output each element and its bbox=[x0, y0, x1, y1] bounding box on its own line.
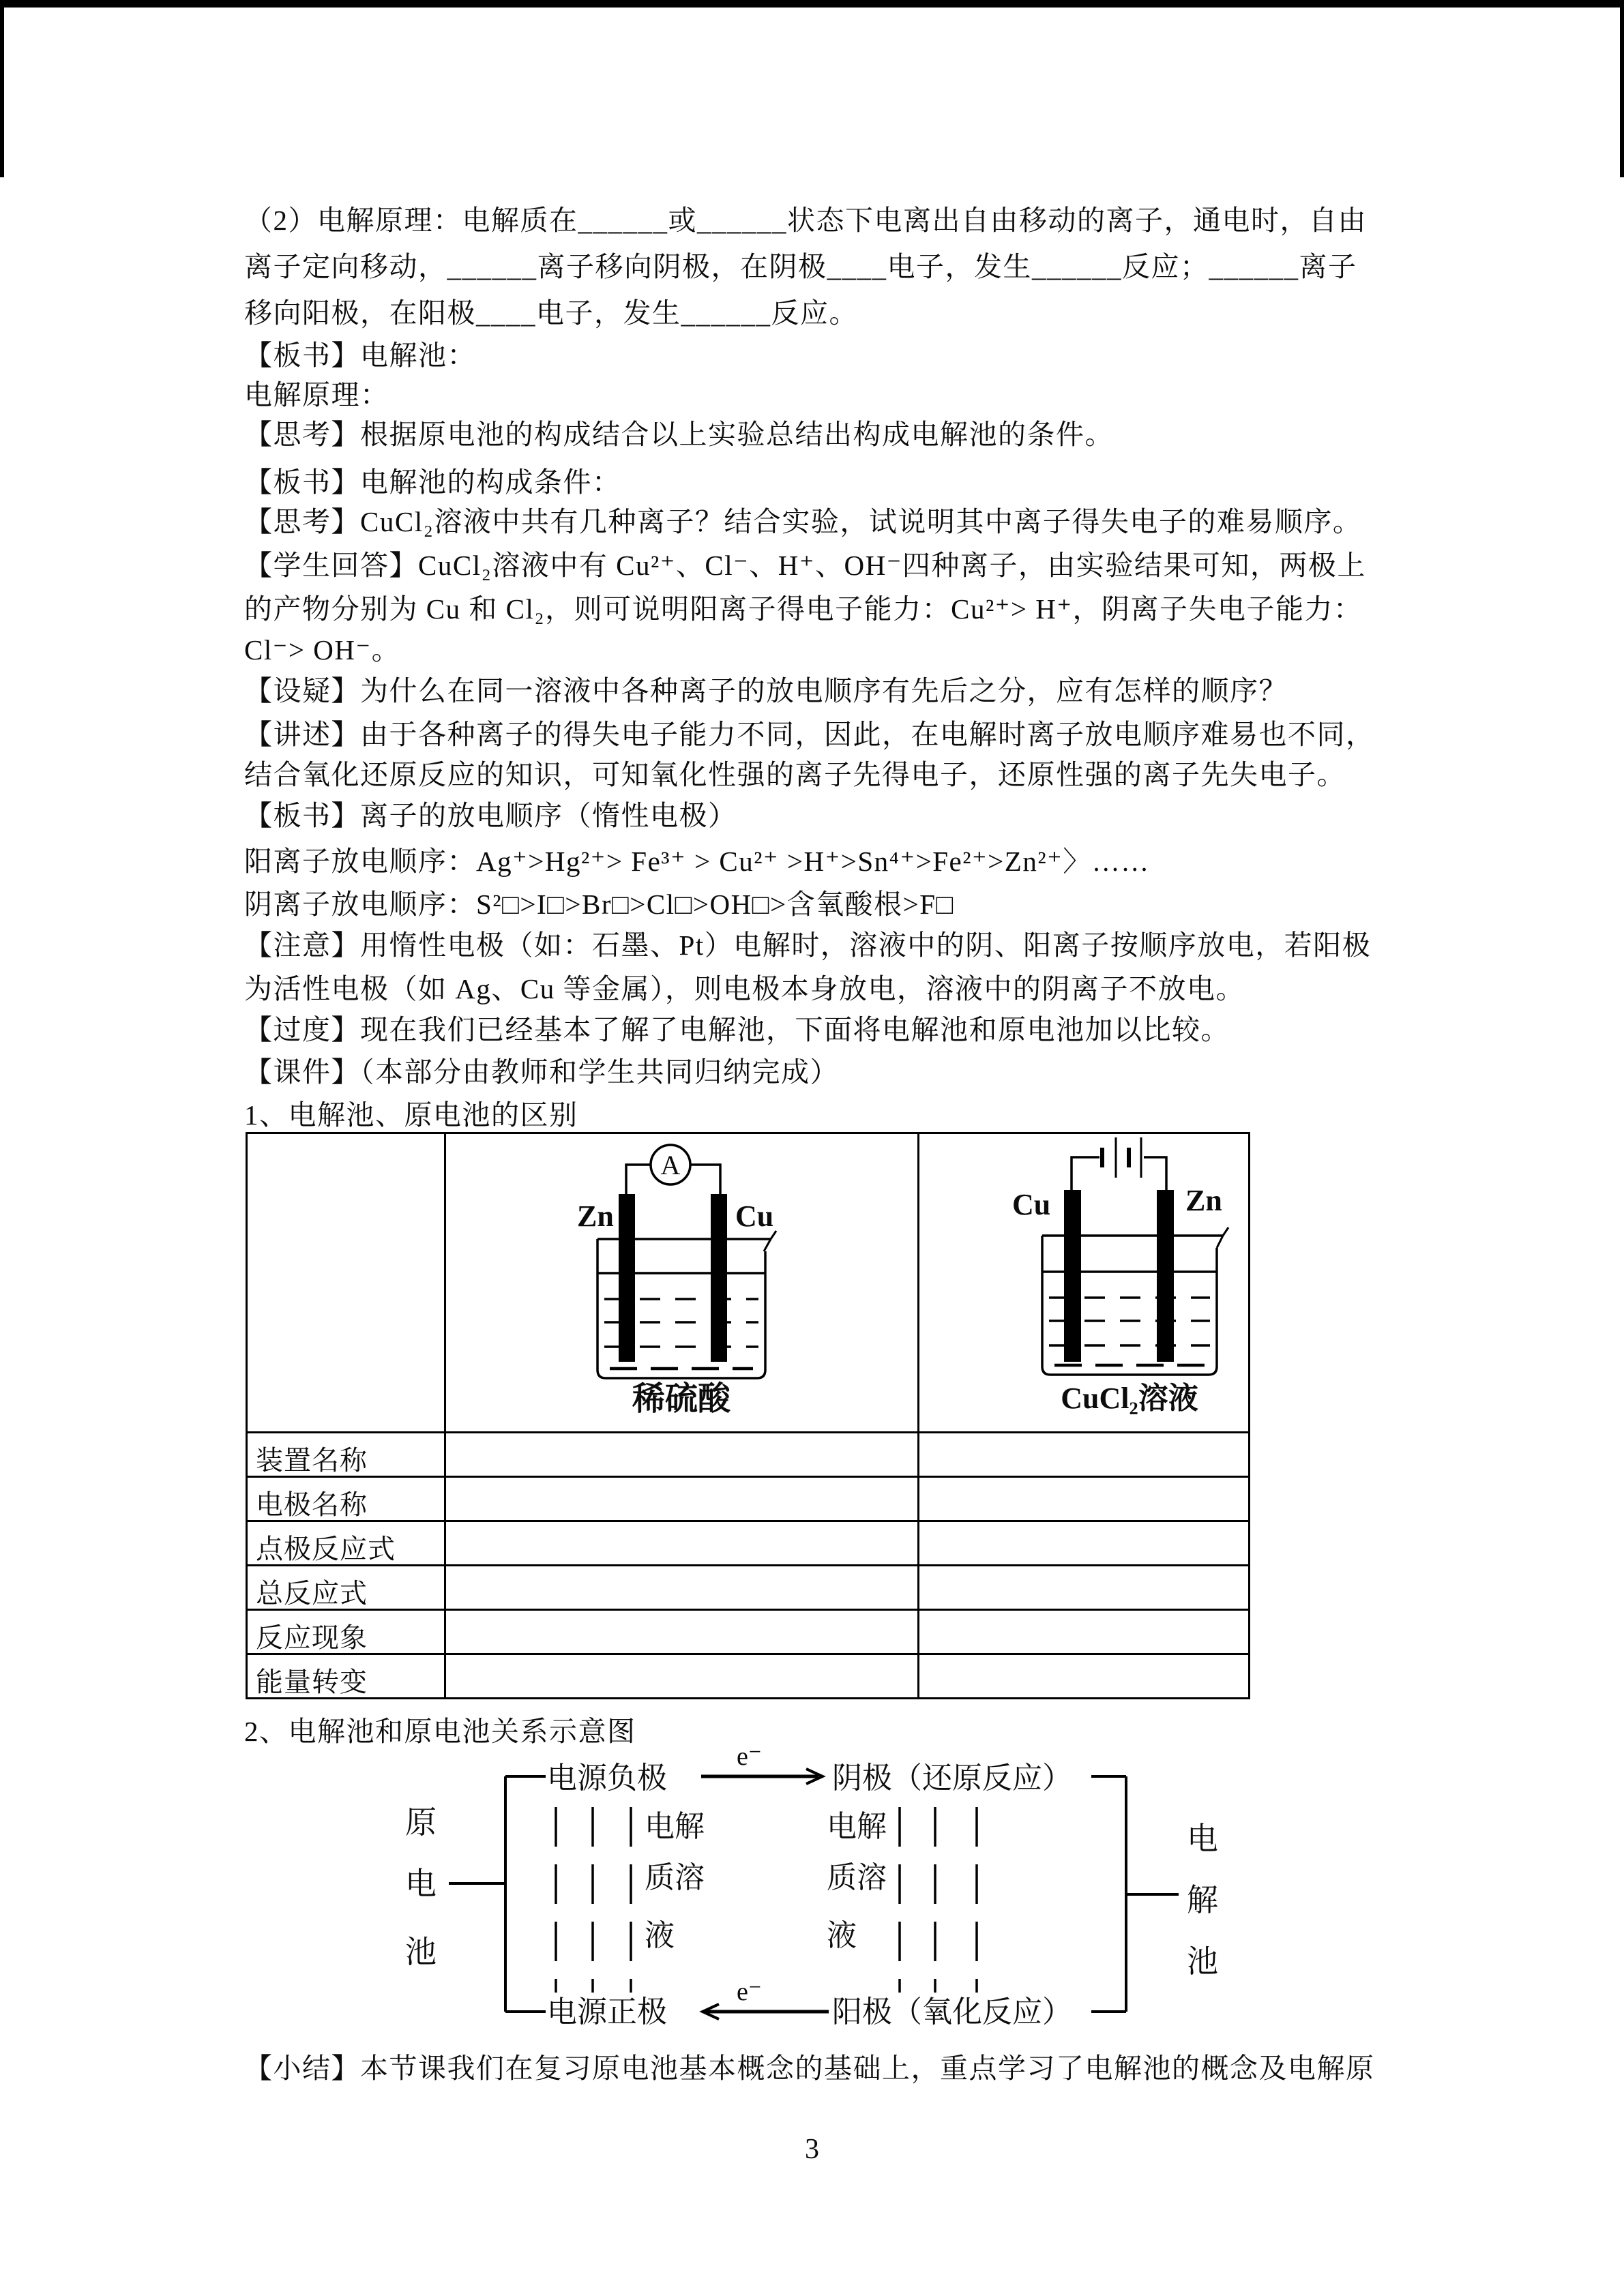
paragraph-line: 【思考】CuCl₂溶液中共有几种离子？结合实验，试说明其中离子得失电子的难易顺序。 bbox=[244, 506, 1362, 537]
galvanic-cell-diagram bbox=[446, 1134, 919, 1433]
electrode-bar-right bbox=[711, 1194, 727, 1362]
right-cell-char: 电 bbox=[1187, 1821, 1218, 1856]
electrode-bar-right bbox=[1157, 1190, 1174, 1362]
table-row-label: 总反应式 bbox=[248, 1566, 446, 1611]
table-cell-empty bbox=[919, 1478, 1248, 1522]
paragraph-line: 【板书】电解池： bbox=[244, 340, 476, 371]
diagram-caption: CuCl₂溶液 bbox=[1061, 1382, 1198, 1415]
right-cell-char: 池 bbox=[1187, 1944, 1218, 1979]
paragraph-line: 【思考】根据原电池的构成结合以上实验总结出构成电解池的条件。 bbox=[244, 419, 1114, 450]
table-cell-empty bbox=[446, 1478, 919, 1522]
paragraph-line: 【学生回答】CuCl₂溶液中有 Cu²⁺、Cl⁻、H⁺、OH⁻四种离子，由实验结果可知，两极上 bbox=[244, 550, 1366, 581]
section2-heading: 2、电解池和原电池关系示意图 bbox=[244, 1716, 636, 1747]
left-cell-char: 原 bbox=[405, 1805, 437, 1840]
table-cell-empty bbox=[919, 1566, 1248, 1611]
table-row-label: 能量转变 bbox=[248, 1655, 446, 1697]
table-cell-empty bbox=[919, 1522, 1248, 1566]
wire-left bbox=[626, 1165, 651, 1195]
paragraph-line: 电解原理： bbox=[244, 379, 389, 411]
section1-heading: 1、电解池、原电池的区别 bbox=[244, 1099, 578, 1131]
left-cell-char: 池 bbox=[405, 1935, 437, 1969]
diagram-caption: 稀硫酸 bbox=[632, 1381, 731, 1417]
paragraph-line: 【课件】（本部分由教师和学生共同归纳完成） bbox=[244, 1056, 839, 1088]
beaker-spout-tick bbox=[1223, 1227, 1228, 1236]
anode-label: 阳极（氧化反应） bbox=[832, 1995, 1072, 2029]
electrode-bar-left bbox=[1064, 1190, 1081, 1362]
paragraph-line: 移向阳极，在阳极____电子，发生______反应。 bbox=[244, 297, 858, 329]
wire-left bbox=[1072, 1157, 1099, 1191]
scan-edge-top bbox=[0, 0, 1624, 8]
electrolytic-cell-svg bbox=[919, 1134, 1246, 1430]
electrode-label-zn: Zn bbox=[577, 1199, 614, 1233]
electron-label-top: e⁻ bbox=[737, 1742, 762, 1771]
paragraph-line: 为活性电极（如 Ag、Cu 等金属），则电极本身放电，溶液中的阴离子不放电。 bbox=[244, 973, 1245, 1004]
cathode-label: 阴极（还原反应） bbox=[832, 1761, 1072, 1795]
paragraph-line: 阴离子放电顺序：S²□>I□>Br□>Cl□>OH□>含氧酸根>F□ bbox=[244, 889, 954, 920]
comparison-table bbox=[246, 1132, 1250, 1699]
electrolyte-right-text: 质溶 bbox=[827, 1861, 887, 1894]
paragraph-line: 【过度】现在我们已经基本了解了电解池，下面将电解池和原电池加以比较。 bbox=[244, 1014, 1230, 1045]
table-cell-empty bbox=[446, 1433, 919, 1478]
table-cell-empty bbox=[446, 1655, 919, 1697]
table-row-label: 点极反应式 bbox=[248, 1522, 446, 1566]
electrolyte-left-text: 液 bbox=[645, 1919, 675, 1952]
galvanic-cell-svg bbox=[446, 1134, 915, 1430]
table-cell-empty bbox=[919, 1433, 1248, 1478]
table-cell-empty bbox=[919, 1655, 1248, 1697]
paragraph-line: 【板书】电解池的构成条件： bbox=[244, 466, 621, 498]
paragraph-line: 结合氧化还原反应的知识，可知氧化性强的离子先得电子，还原性强的离子先失电子。 bbox=[244, 759, 1346, 790]
table-row-label: 电极名称 bbox=[248, 1478, 446, 1522]
paragraph-line: 【讲述】由于各种离子的得失电子能力不同，因此，在电解时离子放电顺序难易也不同， bbox=[244, 719, 1375, 750]
wire-right bbox=[690, 1165, 720, 1195]
electron-label-bottom: e⁻ bbox=[737, 1978, 762, 2006]
paragraph-line: （2）电解原理：电解质在______或______状态下电离出自由移动的离子，通电时，自由 bbox=[244, 205, 1367, 236]
paragraph-line: Cl⁻> OH⁻。 bbox=[244, 634, 401, 666]
electrode-label-cu: Cu bbox=[735, 1199, 774, 1233]
electrode-bar-left bbox=[619, 1194, 635, 1362]
table-row-label: 反应现象 bbox=[248, 1611, 446, 1655]
paragraph-line: 【设疑】为什么在同一溶液中各种离子的放电顺序有先后之分，应有怎样的顺序？ bbox=[244, 675, 1288, 706]
relation-diagram bbox=[382, 1739, 1426, 2053]
scan-edge-left bbox=[0, 0, 4, 177]
paragraph-line: 【注意】用惰性电极（如：石墨、Pt）电解时，溶液中的阴、阳离子按顺序放电，若阳极 bbox=[244, 929, 1372, 961]
table-cell-empty bbox=[446, 1522, 919, 1566]
negative-terminal-label: 电源负极 bbox=[547, 1761, 667, 1795]
paragraph-line: 的产物分别为 Cu 和 Cl₂，则可说明阳离子得电子能力：Cu²⁺> H⁺，阴离子失电子能力： bbox=[244, 593, 1363, 625]
right-cell-char: 解 bbox=[1187, 1883, 1218, 1918]
electrolyte-left-text: 电解 bbox=[645, 1810, 705, 1843]
beaker-spout bbox=[1217, 1236, 1223, 1248]
electrolyte-right-text: 电解 bbox=[827, 1810, 887, 1843]
electrolyte-right-text: 液 bbox=[827, 1919, 857, 1952]
positive-terminal-label: 电源正极 bbox=[547, 1995, 667, 2029]
scan-edge-right bbox=[1620, 0, 1624, 177]
paragraph-line: 【板书】离子的放电顺序（惰性电极） bbox=[244, 800, 737, 831]
paragraph-line: 阳离子放电顺序：Ag⁺>Hg²⁺> Fe³⁺ > Cu²⁺ >H⁺>Sn⁴⁺>Fe²⁺>Zn²⁺〉…… bbox=[244, 846, 1150, 877]
beaker-spout bbox=[764, 1239, 771, 1251]
left-cell-char: 电 bbox=[405, 1866, 437, 1901]
table-cell-empty bbox=[446, 1566, 919, 1611]
electrode-label-cu: Cu bbox=[1012, 1188, 1051, 1221]
table-cell-empty bbox=[446, 1611, 919, 1655]
page-number: 3 bbox=[805, 2134, 819, 2165]
electrode-label-zn: Zn bbox=[1185, 1184, 1222, 1217]
paragraph-line: 离子定向移动，______离子移向阴极，在阴极____电子，发生______反应；______离子 bbox=[244, 251, 1357, 282]
wire-right bbox=[1144, 1157, 1166, 1191]
table-row-label: 装置名称 bbox=[248, 1433, 446, 1478]
electrolytic-cell-diagram bbox=[919, 1134, 1248, 1433]
summary-line: 【小结】本节课我们在复习原电池基本概念的基础上，重点学习了电解池的概念及电解原 bbox=[244, 2053, 1375, 2084]
electrolyte-left-text: 质溶 bbox=[645, 1861, 705, 1894]
table-cell-empty bbox=[248, 1134, 446, 1433]
table-cell-empty bbox=[919, 1611, 1248, 1655]
ammeter-label: A bbox=[660, 1150, 681, 1180]
